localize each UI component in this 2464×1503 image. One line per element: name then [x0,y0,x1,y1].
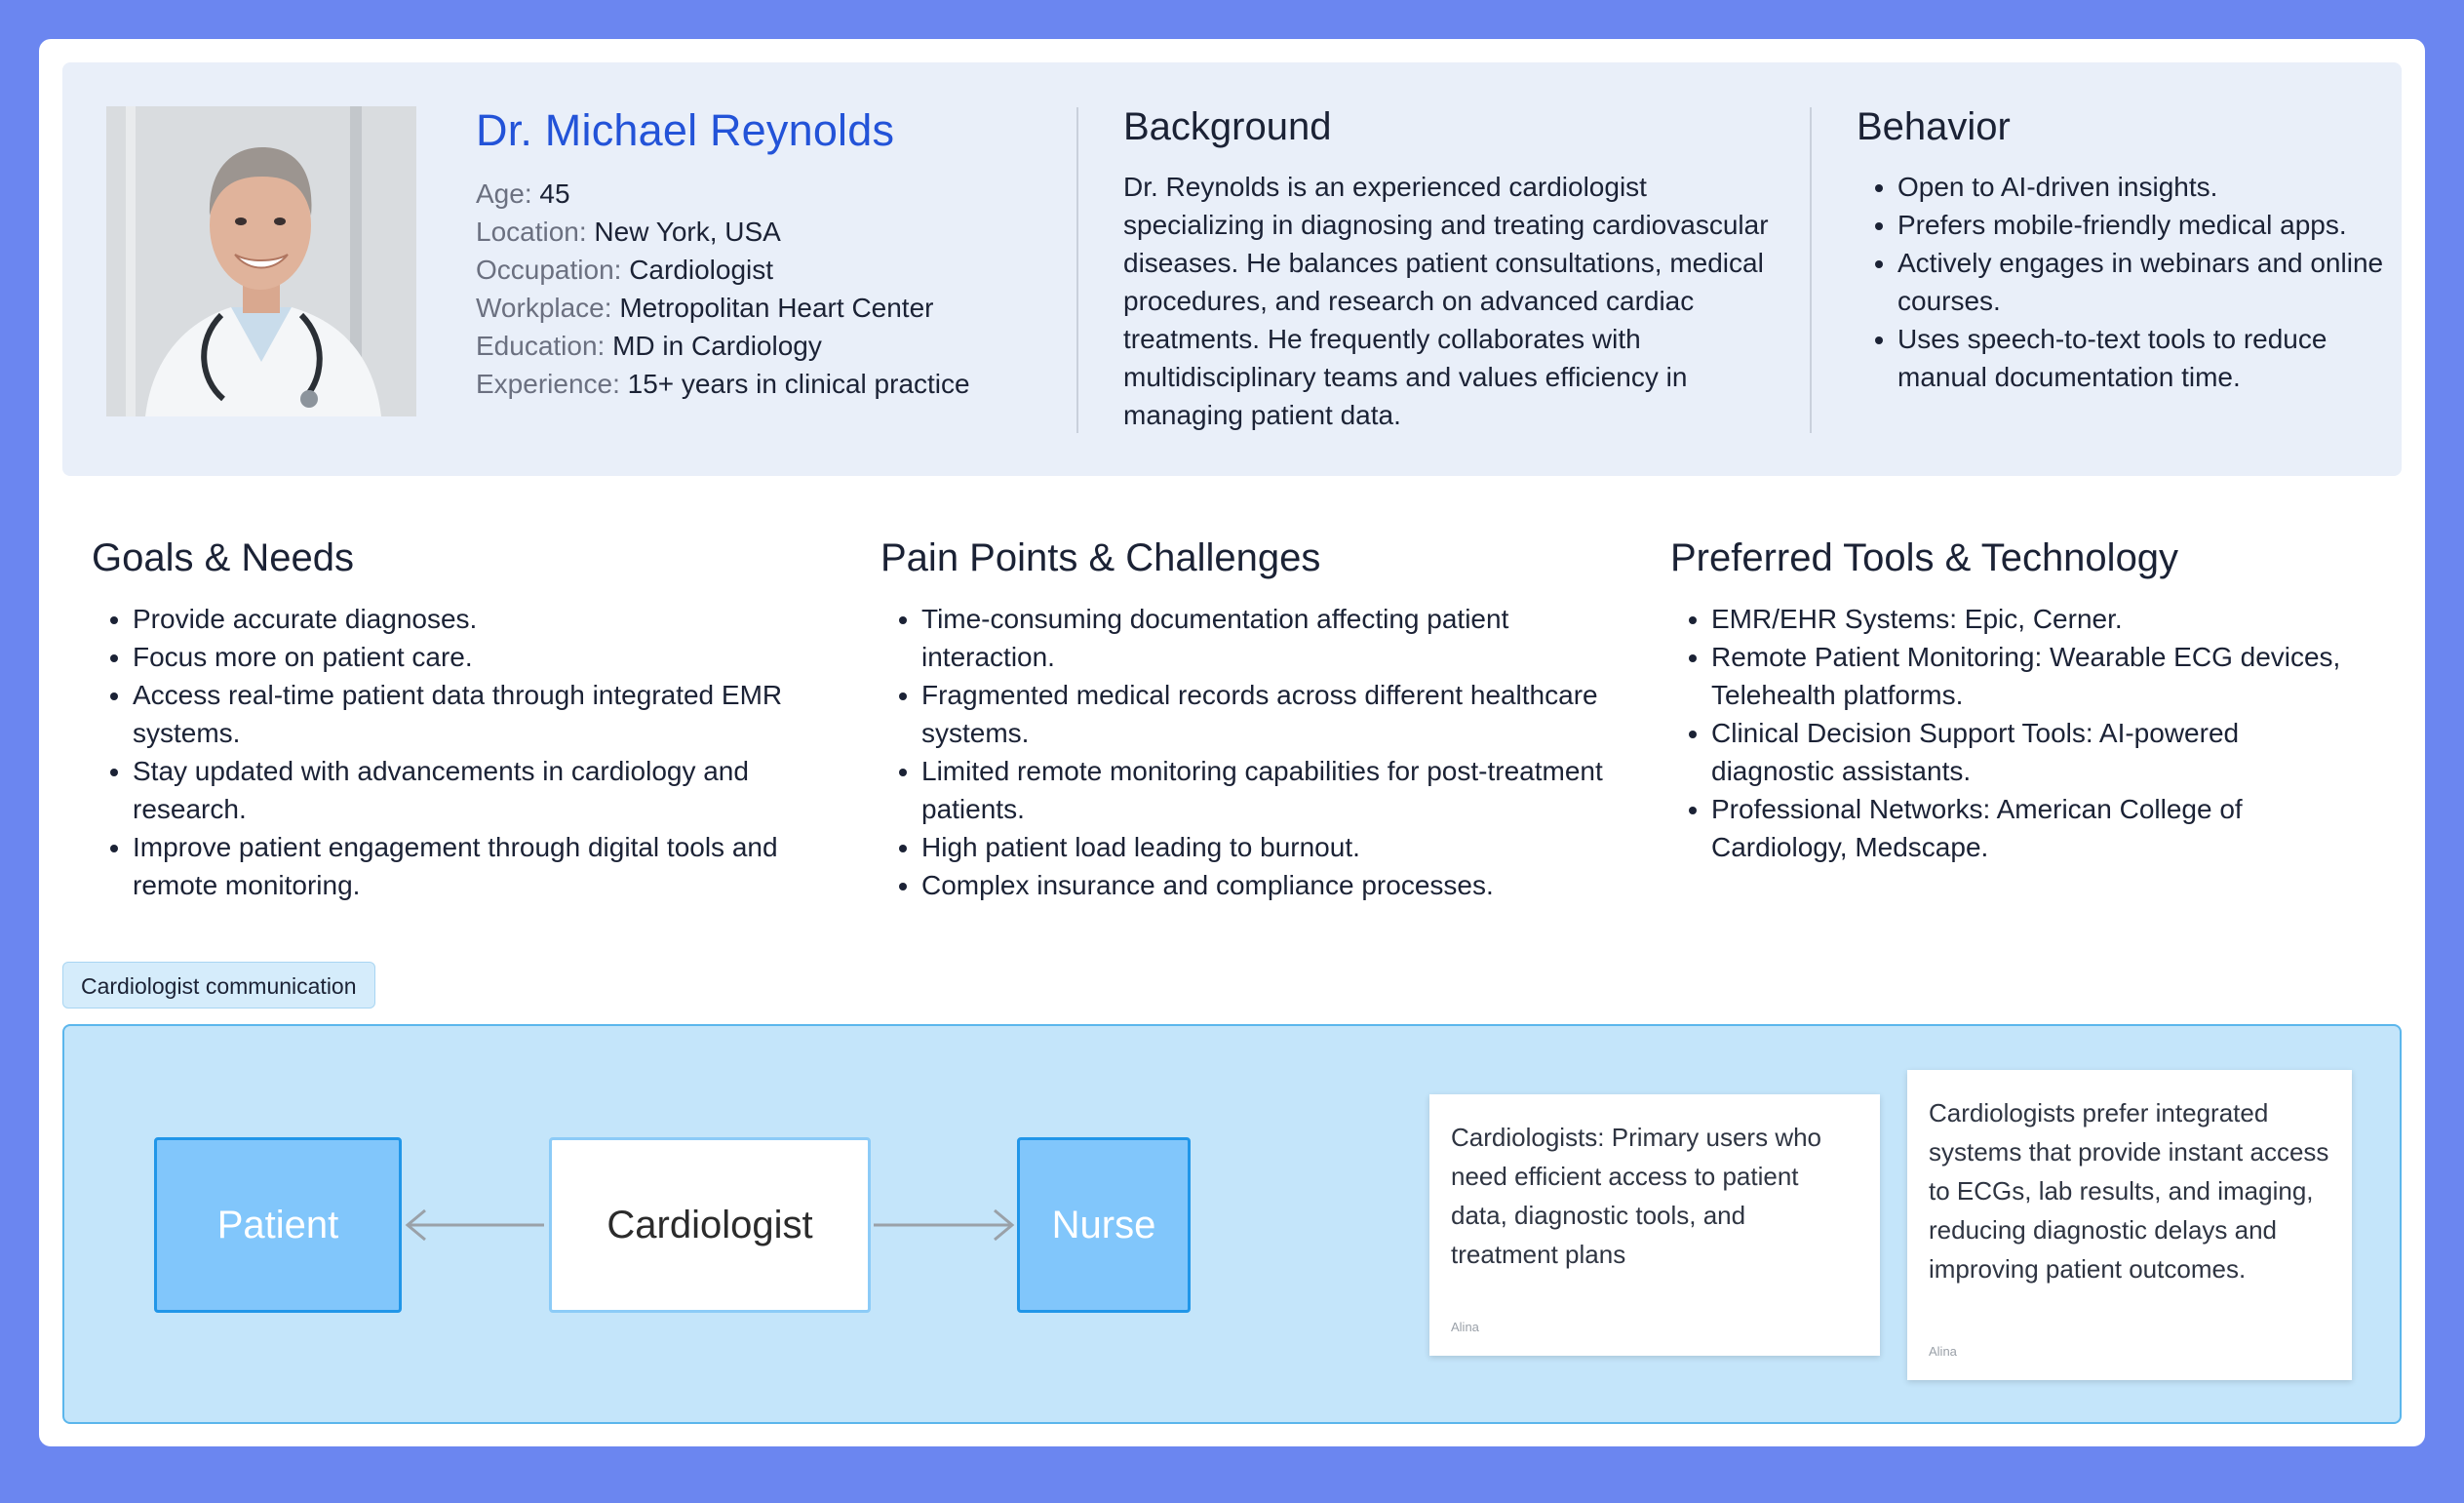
list-item: • Prefers mobile-friendly medical apps. [1897,206,2424,244]
list-item: • Complex insurance and compliance processes. [921,866,1623,904]
persona-facts [476,175,970,403]
communication-board [62,1024,2402,1424]
doctor-portrait-image [106,106,416,416]
fact-age: Age: 45 [476,178,570,209]
persona-canvas [39,39,2425,1446]
behavior-list [1857,168,2424,396]
sticky-note[interactable] [1429,1094,1880,1356]
list-item: • Limited remote monitoring capabilities for post-treatment patients. [921,752,1623,828]
list-item: • Time-consuming documentation affecting patient interaction. [921,600,1623,676]
nurse-node[interactable]: Nurse [1017,1137,1191,1313]
list-item: • Access real-time patient data through integrated EMR systems. [133,676,854,752]
goals-list [92,600,854,904]
list-item: • Focus more on patient care. [133,638,854,676]
arrow-head-left [408,1210,425,1240]
fact-location: Location: New York, USA [476,217,781,247]
tools-list [1670,600,2355,866]
fact-workplace: Workplace: Metropolitan Heart Center [476,293,934,323]
list-item: • Improve patient engagement through digital tools and remote monitoring. [133,828,854,904]
behavior-title: Behavior [1857,105,2011,148]
persona-name: Dr. Michael Reynolds [476,105,895,155]
list-item: • High patient load leading to burnout. [921,828,1623,866]
list-item: • Uses speech-to-text tools to reduce manual documentation time. [1897,320,2424,396]
patient-node[interactable]: Patient [154,1137,402,1313]
arrow-head-right [995,1210,1012,1240]
list-item: • Professional Networks: American College of Cardiology, Medscape. [1711,790,2355,866]
fact-experience: Experience: 15+ years in clinical practice [476,369,970,399]
goals-title: Goals & Needs [92,536,355,579]
persona-card [62,62,2402,476]
background-text: Dr. Reynolds is an experienced cardiologist specializing in diagnosing and treating cardiovascular diseases. He balances patient consultations, medical procedures, and research on advanced cardiac treatments. He frequently collaborates with multidisciplinary teams and values efficiency in managing patient data. [1123,172,1769,430]
list-item: • EMR/EHR Systems: Epic, Cerner. [1711,600,2355,638]
pain-points-title: Pain Points & Challenges [880,536,1321,579]
list-item: • Open to AI-driven insights. [1897,168,2424,206]
pain-points-list [880,600,1623,904]
note-text: Cardiologists prefer integrated systems that provide instant access to ECGs, lab results, and imaging, reducing diagnostic delays and improving patient outcomes. [1929,1098,2329,1284]
list-item: • Clinical Decision Support Tools: AI-powered diagnostic assistants. [1711,714,2355,790]
note-text: Cardiologists: Primary users who need efficient access to patient data, diagnostic tools, and treatment plans [1451,1123,1822,1269]
persona-photo [106,106,416,416]
fact-occupation: Occupation: Cardiologist [476,255,774,285]
list-item: • Stay updated with advancements in cardiology and research. [133,752,854,828]
list-item: • Remote Patient Monitoring: Wearable ECG devices, Telehealth platforms. [1711,638,2355,714]
note-author: Alina [1929,1344,1957,1359]
list-item: • Provide accurate diagnoses. [133,600,854,638]
fact-education: Education: MD in Cardiology [476,331,822,361]
tools-title: Preferred Tools & Technology [1670,536,2179,579]
cardiologist-node[interactable]: Cardiologist [549,1137,871,1313]
sticky-note[interactable] [1907,1070,2352,1380]
background-title: Background [1123,105,1332,148]
list-item: • Fragmented medical records across different healthcare systems. [921,676,1623,752]
divider [1076,107,1078,433]
list-item: • Actively engages in webinars and online courses. [1897,244,2424,320]
note-author: Alina [1451,1320,1479,1334]
divider [1810,107,1812,433]
section-tag[interactable]: Cardiologist communication [62,962,375,1009]
